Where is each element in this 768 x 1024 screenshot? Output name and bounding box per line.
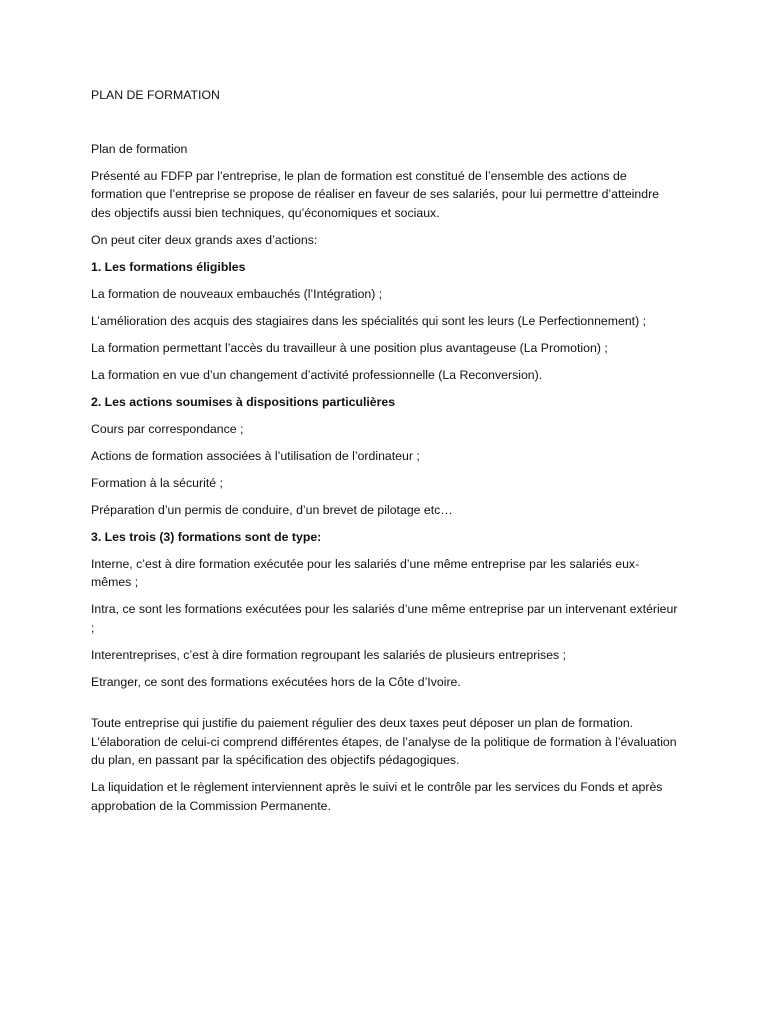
section1-heading: 1. Les formations éligibles [91, 259, 246, 274]
closing-paragraph: La liquidation et le règlement interviennent après le suivi et le contrôle par les services du Fonds et après approbation de la Commission Permanente. [91, 780, 663, 813]
section2-item: Cours par correspondance ; [91, 421, 244, 436]
section2-item: Actions de formation associées à l’utilisation de l’ordinateur ; [91, 448, 420, 463]
section3-item: Etranger, ce sont des formations exécutées hors de la Côte d’Ivoire. [91, 674, 461, 689]
closing-paragraph: Toute entreprise qui justifie du paiement régulier des deux taxes peut déposer un plan de formation. L’élaboration de celui-ci comprend différentes étapes, de l’analyse de la politique de formation à l’évaluation du plan, en passant par la spécification des objectifs pédagogiques. [91, 716, 677, 767]
axes-intro-paragraph: On peut citer deux grands axes d’actions: [91, 232, 318, 247]
section1-item: La formation permettant l’accès du travailleur à une position plus avantageuse (La Promotion) ; [91, 340, 608, 355]
section3-item: Interentreprises, c’est à dire formation regroupant les salariés de plusieurs entreprises ; [91, 647, 567, 662]
section-subtitle: Plan de formation [91, 141, 188, 156]
section1-item: La formation en vue d’un changement d’activité professionnelle (La Reconversion). [91, 367, 543, 382]
document-title: PLAN DE FORMATION [91, 88, 220, 102]
section3-heading: 3. Les trois (3) formations sont de type: [91, 529, 322, 544]
section3-item: Interne, c’est à dire formation exécutée pour les salariés d’une même entreprise par les salariés eux-mêmes ; [91, 556, 640, 589]
section2-item: Formation à la sécurité ; [91, 475, 223, 490]
section3-item: Intra, ce sont les formations exécutées pour les salariés d’une même entreprise par un intervenant extérieur ; [91, 602, 678, 635]
section2-heading: 2. Les actions soumises à dispositions particulières [91, 394, 396, 409]
section1-item: La formation de nouveaux embauchés (l’Intégration) ; [91, 286, 383, 301]
section2-item: Préparation d’un permis de conduire, d’un brevet de pilotage etc… [91, 502, 453, 517]
section1-item: L’amélioration des acquis des stagiaires dans les spécialités qui sont les leurs (Le Perfectionnement) ; [91, 313, 647, 328]
intro-paragraph: Présenté au FDFP par l’entreprise, le plan de formation est constitué de l’ensemble des actions de formation que l’entreprise se propose de réaliser en faveur de ses salariés, pour lui permettre d’atteindre des objectifs aussi bien techniques, qu’économiques et sociaux. [91, 168, 660, 220]
